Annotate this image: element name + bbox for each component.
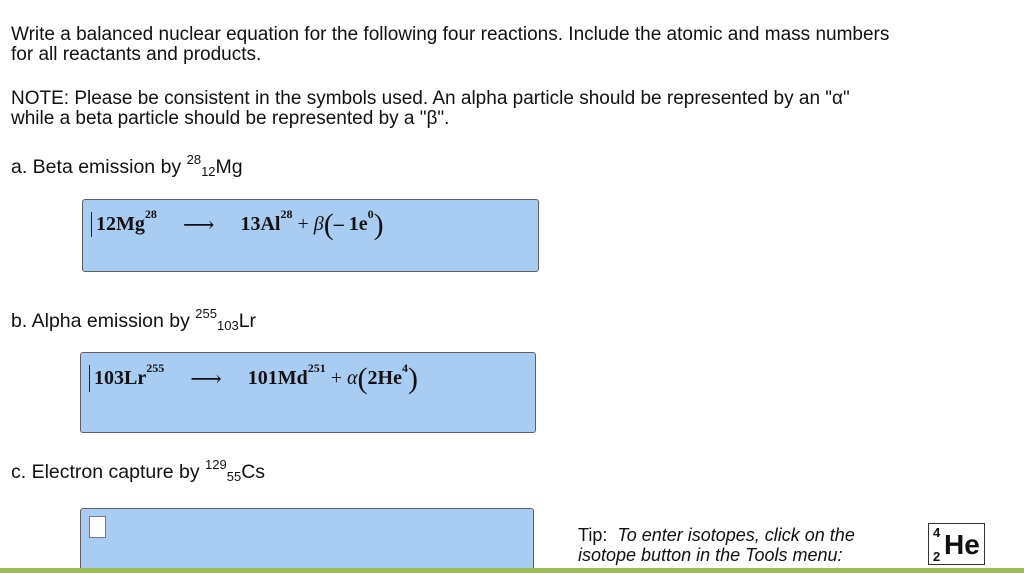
empty-input-placeholder[interactable] (89, 516, 106, 538)
tip-line-2: isotope button in the Tools menu: (578, 545, 843, 565)
eq-b-plus: + (330, 367, 343, 389)
eq-b-reactant-mass: 255 (146, 361, 165, 375)
eq-a-open-paren: ( (323, 207, 334, 241)
answer-box-b[interactable] (80, 352, 536, 433)
tip-line-1-text: To enter isotopes, click on the (617, 525, 855, 545)
tip-bold: Tip (578, 525, 603, 545)
note-text (11, 89, 850, 129)
part-c-element: Cs (241, 461, 266, 483)
part-a-label (11, 152, 243, 179)
note-line-1: NOTE: Please be consistent in the symbols used. An alpha particle should be represented by an "α" (11, 88, 850, 109)
part-a-element: Mg (215, 156, 243, 178)
question-line-1: Write a balanced nuclear equation for the following four reactions. Include the atomic and mass numbers (11, 24, 890, 45)
isotope-button-atomic: 2 (933, 549, 941, 564)
note-line-2: while a beta particle should be represented by a "β". (11, 108, 450, 129)
eq-a-inner: – 1e (333, 213, 368, 235)
tip-line-1: Tip: To enter isotopes, click on the (578, 525, 855, 545)
part-c-atomic: 55 (226, 469, 242, 484)
eq-a-reactant: 12Mg (96, 213, 145, 235)
eq-a-reactant-mass: 28 (144, 207, 157, 221)
eq-b-open-paren: ( (357, 361, 368, 395)
part-b-element: Lr (238, 310, 257, 332)
eq-a-arrow: ⟶ (182, 211, 215, 237)
question-line-2: for all reactants and products. (11, 44, 262, 65)
equation-a (91, 207, 384, 241)
tip-text (578, 525, 855, 565)
isotope-button[interactable] (928, 523, 985, 565)
eq-b-close-paren: ) (407, 361, 418, 395)
equation-b (89, 361, 418, 395)
part-a-mass: 28 (186, 152, 202, 167)
isotope-button-mass: 4 (933, 525, 941, 540)
eq-b-inner-mass: 4 (401, 361, 408, 375)
eq-a-inner-mass: 0 (367, 207, 374, 221)
answer-box-a[interactable] (82, 199, 539, 272)
question-text (11, 25, 889, 65)
eq-b-arrow: ⟶ (190, 365, 222, 391)
eq-a-product-mass: 28 (280, 207, 293, 221)
eq-a-product: 13Al (240, 213, 281, 235)
part-b-text: b. Alpha emission by (11, 310, 196, 332)
answer-box-c[interactable] (80, 508, 534, 573)
eq-a-close-paren: ) (373, 207, 384, 241)
eq-b-particle: α (347, 367, 358, 389)
eq-b-inner: 2He (367, 367, 402, 389)
part-b-label (11, 306, 256, 333)
part-a-atomic: 12 (201, 164, 216, 179)
part-b-atomic: 103 (216, 318, 239, 333)
part-b-mass: 255 (195, 306, 217, 321)
isotope-button-element: He (944, 529, 980, 560)
bottom-divider-bar (0, 568, 1024, 573)
eq-a-plus: + (297, 213, 309, 235)
part-c-text: c. Electron capture by (11, 461, 206, 483)
part-c-label (11, 457, 265, 484)
part-a-text: a. Beta emission by (11, 156, 187, 178)
eq-b-product: 101Md (247, 367, 308, 389)
eq-b-product-mass: 251 (307, 361, 326, 375)
eq-b-reactant: 103Lr (94, 367, 147, 389)
eq-a-particle: β (313, 213, 324, 235)
part-c-mass: 129 (205, 457, 227, 472)
